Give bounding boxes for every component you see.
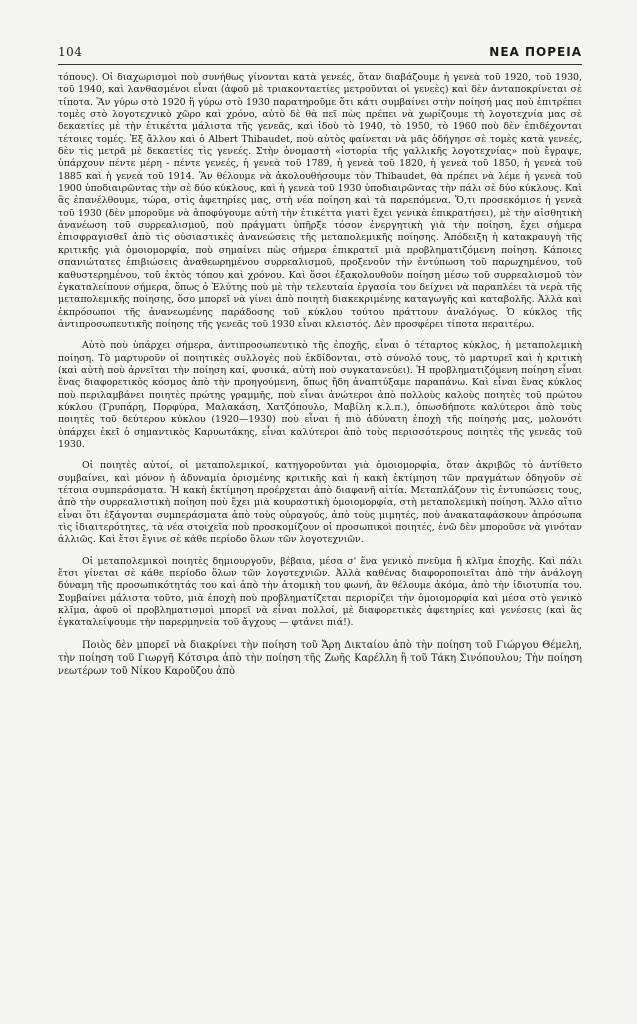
article-body (58, 72, 582, 678)
paragraph-2: Αὐτὸ ποὺ ὑπάρχει σήμερα, ἀντιπροσωπευτικὸ τῆς ἐποχῆς, εἶναι ὁ τέταρτος κύκλος, ἡ μεταπολεμικὴ ποίηση. Τὸ μαρτυροῦν οἱ ποιητικὲς συλλογὲς ποὺ ἐκδίδονται, στὸ σύνολό τους, τὸ μαρτυρεῖ καὶ ἡ κριτικὴ (καὶ αὐτὴ ποὺ ἀρνεῖται τὴν ποίηση καί, φυσικά, αὐτὴ ποὺ συγκατανεύει). Ἡ προβληματιζόμενη ποίηση εἶναι ἕνας διαφορετικὸς κόσμος ἀπὸ τὴν προηγούμενη, ὅπως ἤδη ἀναπτύξαμε παραπάνω. Καὶ εἶναι ἕνας κύκλος ποὺ περιλαμβάνει ποιητὲς πρώτης γραμμῆς, ποὺ εἶναι ἀνώτεροι ἀπὸ πολλοὺς καλοὺς ποιητὲς τοῦ πρώτου κύκλου (Γρυπάρη, Πορφύρα, Μαλακάση, Χατζόπουλο, Μαβίλη κ.λ.π.), ὁπωσδήποτε καλύτεροι ἀπὸ τοὺς ποιητὲς τοῦ δεύτερου κύκλου (1920—1930) ποὺ εἶναι ἡ πιὸ ἀδύνατη ἐποχὴ τῆς ποίησής μας, μολονότι ὑπάρχει ἐκεῖ ὁ σημαντικὸς Καρυωτάκης, εἶναι καλύτεροι ἀπὸ τοὺς περισσότερους ποιητὲς τῆς γενεᾶς τοῦ 1930. (58, 340, 582, 450)
paragraph-4: Οἱ μεταπολεμικοὶ ποιητὲς δημιουργοῦν, βέβαια, μέσα σ' ἕνα γενικὸ πνεῦμα ἢ κλῖμα ἐποχῆς. Καὶ πάλι ἔτσι γίνεται σὲ κάθε περίοδο ὅλων τῶν λογοτεχνιῶν. Ἀλλὰ καθένας διαφοροποιεῖται ἀπὸ τὴν ἀνάλογη δύναμη τῆς προσωπικότητάς του καὶ ἀπὸ τὴν ἀτομικὴ του φωνή, ἂν θέλουμε ἀκόμα, ἀπὸ τὴν ἰδιοτυπία του. Συμβαίνει μάλιστα τοῦτο, μιὰ ἐποχὴ ποὺ προβληματίζεται περιορίζει τὴν ὁμοιομορφία καὶ μέσα στὸ γενικὸ κλῖμα, ἀφοῦ οἱ προβληματισμοὶ μπορεῖ νὰ εἶναι πολλοί, μὲ διαφορετικὲς ἀφετηρίες καὶ γενέσεις (καὶ ἂς ἐγκαταλείψουμε τὴν παρερμηνεία τοῦ ἄγχους — φτάνει πιά!). (58, 555, 582, 629)
paragraph-5: Ποιὸς δὲν μπορεῖ νὰ διακρίνει τὴν ποίηση τοῦ Ἄρη Δικταίου ἀπὸ τὴν ποίηση τοῦ Γιώργου Θέμελη, τὴν ποίηση τοῦ Γιωργῆ Κότσιρα ἀπὸ τὴν ποίηση τῆς Ζωῆς Καρέλλη ἢ τοῦ Τάκη Σινόπουλου; Τὴν ποίηση νεωτέρων τοῦ Νίκου Καροῦζου ἀπὸ (58, 639, 582, 677)
paragraph-3: Οἱ ποιητὲς αὐτοί, οἱ μεταπολεμικοί, κατηγοροῦνται γιὰ ὁμοιομορφία, ὅταν ἀκριβῶς τὸ ἀντίθετο συμβαίνει, καὶ μόνον ἡ ἀδυναμία ὁρισμένης κριτικῆς καὶ ἡ κακὴ ἐκτίμηση τῶν πραγμάτων ὁδηγοῦν σὲ τέτοια συμπεράσματα. Ἡ κακὴ ἐκτίμηση προέρχεται ἀπὸ διαφανῆ αἰτία. Μεταπλάζουν τὶς ἐντυπώσεις τους, ἀπὸ τὴν συρρεαλιστικὴ ποίηση ποὺ ἔχει μιὰ κουραστικὴ ὁμοιομορφία, στὴ μεταπολεμικὴ ποίηση. Ἄλλο αἴτιο εἶναι ὅτι ἐξάγονται συμπεράσματα ἀπὸ τοὺς οὐραγούς, ἀπὸ τοὺς μιμητές, ποὺ ἀνακαταφάσκουν ἀπρόσωπα τὶς ἰδιαιτερότητες, τὰ νέα στοιχεῖα ποὺ προσκομίζουν οἱ προσωπικοὶ ποιητές, ἐνῶ δὲν μποροῦσε νὰ γινόταν ἀλλιῶς. Καὶ ἔτσι ἔγινε σὲ κάθε περίοδο ὅλων τῶν λογοτεχνιῶν. (58, 460, 582, 546)
running-header (58, 45, 582, 59)
journal-title: ΝΕΑ ΠΟΡΕΙΑ (489, 45, 582, 59)
page-number: 104 (58, 45, 83, 59)
paragraph-1: τόπους). Οἱ διαχωρισμοὶ ποὺ συνήθως γίνονται κατὰ γενεές, ὅταν διαβάζουμε ἡ γενεὰ τοῦ 1920, τοῦ 1930, τοῦ 1940, καὶ λανθασμένοι εἶναι (ἀφοῦ μὲ τριακονταετίες μετροῦνται οἱ γενεὲς) καὶ δὲν ἀνταποκρίνεται σὲ τίποτα. Ἂν γύρω στὸ 1920 ἢ γύρω στὸ 1930 παρατηροῦμε ὅτι κάτι συμβαίνει στὴν ποίησή μας ποὺ ἐπιτρέπει τομὲς στὸ λογοτεχνικὸ χῶρο καὶ χρόνο, αὐτὸ δὲ θὰ πεῖ πὼς πρέπει νὰ χωρίζουμε τὴ λογοτεχνία μας σὲ δεκαετίες μὲ τὴν ἐτικέττα μάλιστα τῆς γενεᾶς, καὶ ἰδοὺ τὸ 1940, τὸ 1950, τὸ 1960 ποὺ δὲν ἐπιδέχονται τέτοιες τομές. Ἐξ ἄλλου καὶ ὁ Albert Thibaudet, ποὺ αὐτὸς φαίνεται νὰ μᾶς ὁδήγησε σὲ τομὲς κατὰ γενεές, δὲν τὶς μετρᾶ μὲ δεκαετίες τὶς γενεές. Στὴν ὀνομαστὴ «ἱστορία τῆς γαλλικῆς λογοτεχνίας» ποὺ ἔγραψε, ὑπάρχουν πέντε μέρη - πέντε γενεές, ἡ γενεὰ τοῦ 1789, ἡ γενεὰ τοῦ 1820, ἡ γενεὰ τοῦ 1850, ἡ γενεὰ τοῦ 1885 καὶ ἡ γενεὰ τοῦ 1914. Ἂν θέλουμε νὰ ἀκολουθήσουμε τὸν Thibaudet, θὰ πρέπει νὰ λέμε ἡ γενεὰ τοῦ 1900 ὑποδιαιρῶντας τὴν σὲ δύο κύκλους, καὶ ἡ γενεὰ τοῦ 1930 ὑποδιαιρῶντας τὴν πάλι σὲ δύο κύκλους. Καὶ ἂς ἐπανέλθουμε, τώρα, στὶς ἀφετηρίες μας, στὴ νέα ποίηση καὶ τὰ παρεπόμενα. Ὅ,τι προσεκόμισε ἡ γενεὰ τοῦ 1930 (δὲν μποροῦμε νὰ ἀποφύγουμε αὐτὴ τὴν ἐτικέττα γιατὶ ἔχει γενικὰ ἐπικρατήσει), μὲ τὴν αἰσθητικὴ ἀνανέωση τοῦ συρρεαλισμοῦ, ποὺ πράγματι ὑπῆρξε τόσον ἐνεργητικὴ γιὰ τὴν ποίηση, ἔχει σήμερα ἐπισφραγισθεῖ ἀπὸ τὶς οὐσιαστικὲς ἀνανεώσεις τῆς μεταπολεμικῆς ποίησης. Ἀπόδειξη ἡ κατακραυγὴ τῆς κριτικῆς γιὰ ὁμοιομορφία, ποὺ σημαίνει πὼς σήμερα ἐπικρατεῖ μιὰ προβληματιζόμενη ποίηση. Κάποιες σπανιώτατες ἐπιβιώσεις ἀναθεωρημένου συρρεαλισμοῦ, προξενοῦν τὴν ἐντύπωση τοῦ παρωχημένου, τοῦ καθυστερημένου, τοῦ ἐκτὸς τόπου καὶ χρόνου. Καὶ ὅσοι ἐξακολουθοῦν ποίηση μέσω τοῦ συρρεαλισμοῦ τὸν ἐγκαταλείπουν σήμερα, ὅπως ὁ Ἐλύτης ποὺ μὲ τὴν τελευταία ἐργασία του δείχνει νὰ παραπλέει τὰ νερὰ τῆς μεταπολεμικῆς ποίησης, ὅσο μπορεῖ νὰ γίνει ἀπὸ ποιητὴ διακεκριμένης καταγωγῆς καὶ καταβολῆς. Ἀλλὰ καὶ ἐκπρόσωποι τῆς ἀνανεωμένης παράδοσης τοῦ κύκλου τούτου πράττουν ἀναλόγως. Ὁ κύκλος τῆς ἀντιπροσωπευτικῆς ποίησης τῆς γενεᾶς τοῦ 1930 εἶναι κλειστός. Δὲν προσφέρει τίποτα περαιτέρω. (58, 72, 582, 330)
header-rule (58, 64, 582, 65)
